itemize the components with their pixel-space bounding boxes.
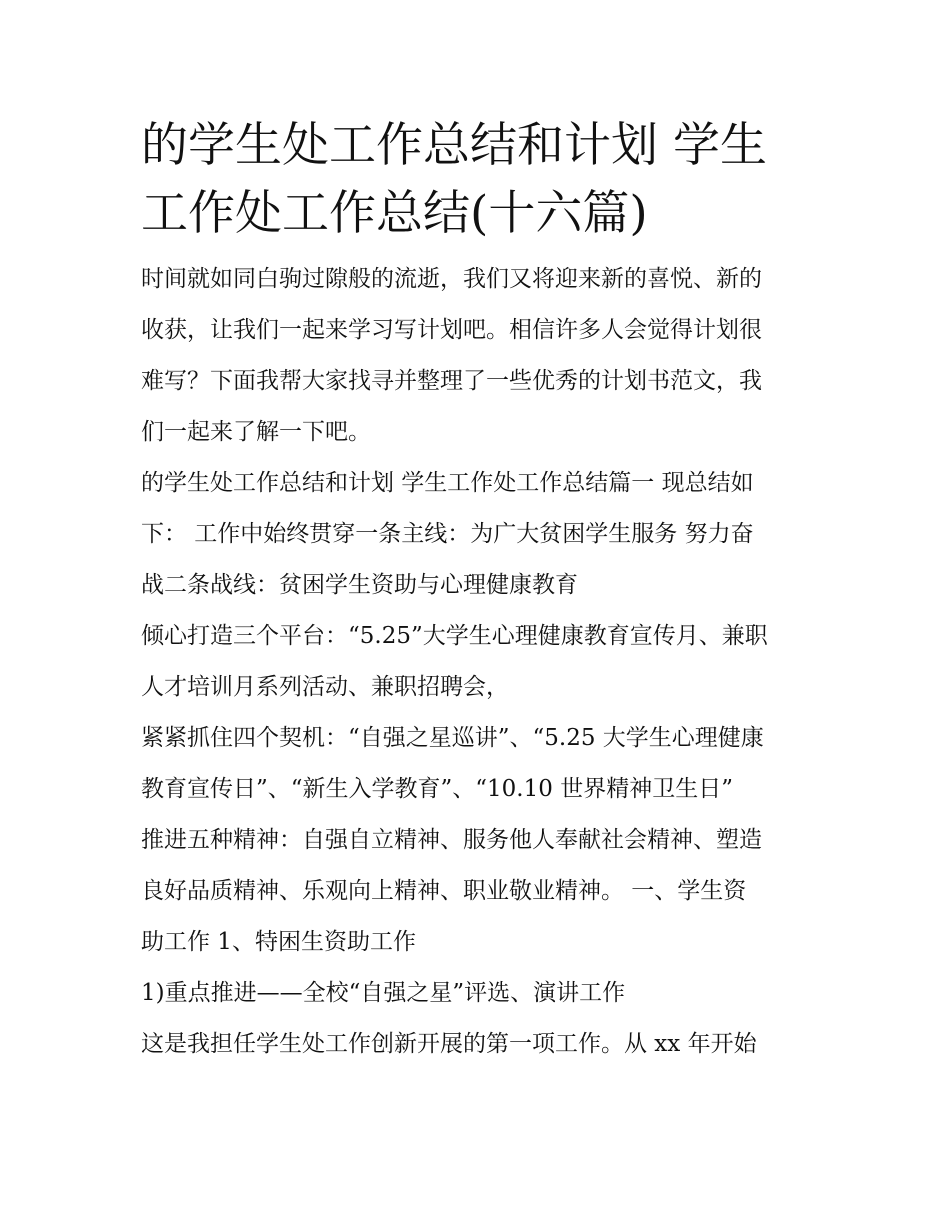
document-title bbox=[141, 112, 816, 248]
title-line: 的学生处工作总结和计划 学生 bbox=[141, 118, 767, 173]
body-line: 的学生处工作总结和计划 学生工作处工作总结篇一 现总结如 bbox=[141, 470, 754, 496]
body-line: 人才培训月系列活动、兼职招聘会， bbox=[141, 674, 509, 700]
body-line: 时间就如同白驹过隙般的流逝，我们又将迎来新的喜悦、新的 bbox=[141, 266, 762, 292]
document-content bbox=[141, 112, 816, 1070]
body-line: 难写？下面我帮大家找寻并整理了一些优秀的计划书范文，我 bbox=[141, 368, 762, 394]
body-line: 助工作 1、特困生资助工作 bbox=[141, 929, 416, 955]
body-line: 这是我担任学生处工作创新开展的第一项工作。从 xx 年开始 bbox=[141, 1031, 757, 1057]
body-line: 们一起来了解一下吧。 bbox=[141, 419, 371, 445]
document-body bbox=[141, 254, 816, 1070]
body-line: 教育宣传日”、“新生入学教育”、“10.10 世界精神卫生日” bbox=[141, 776, 733, 802]
body-line: 下： 工作中始终贯穿一条主线：为广大贫困学生服务 努力奋 bbox=[141, 521, 754, 547]
body-line: 推进五种精神：自强自立精神、服务他人奉献社会精神、塑造 bbox=[141, 827, 762, 853]
body-line: 紧紧抓住四个契机：“自强之星巡讲”、“5.25 大学生心理健康 bbox=[141, 725, 764, 751]
body-line: 收获，让我们一起来学习写计划吧。相信许多人会觉得计划很 bbox=[141, 317, 762, 343]
body-line: 1)重点推进——全校“自强之星”评选、演讲工作 bbox=[141, 980, 626, 1006]
body-line: 良好品质精神、乐观向上精神、职业敬业精神。 一、学生资 bbox=[141, 878, 747, 904]
body-line: 战二条战线：贫困学生资助与心理健康教育 bbox=[141, 572, 578, 598]
title-line: 工作处工作总结(十六篇) bbox=[141, 186, 648, 241]
body-line: 倾心打造三个平台：“5.25”大学生心理健康教育宣传月、兼职 bbox=[141, 623, 768, 649]
